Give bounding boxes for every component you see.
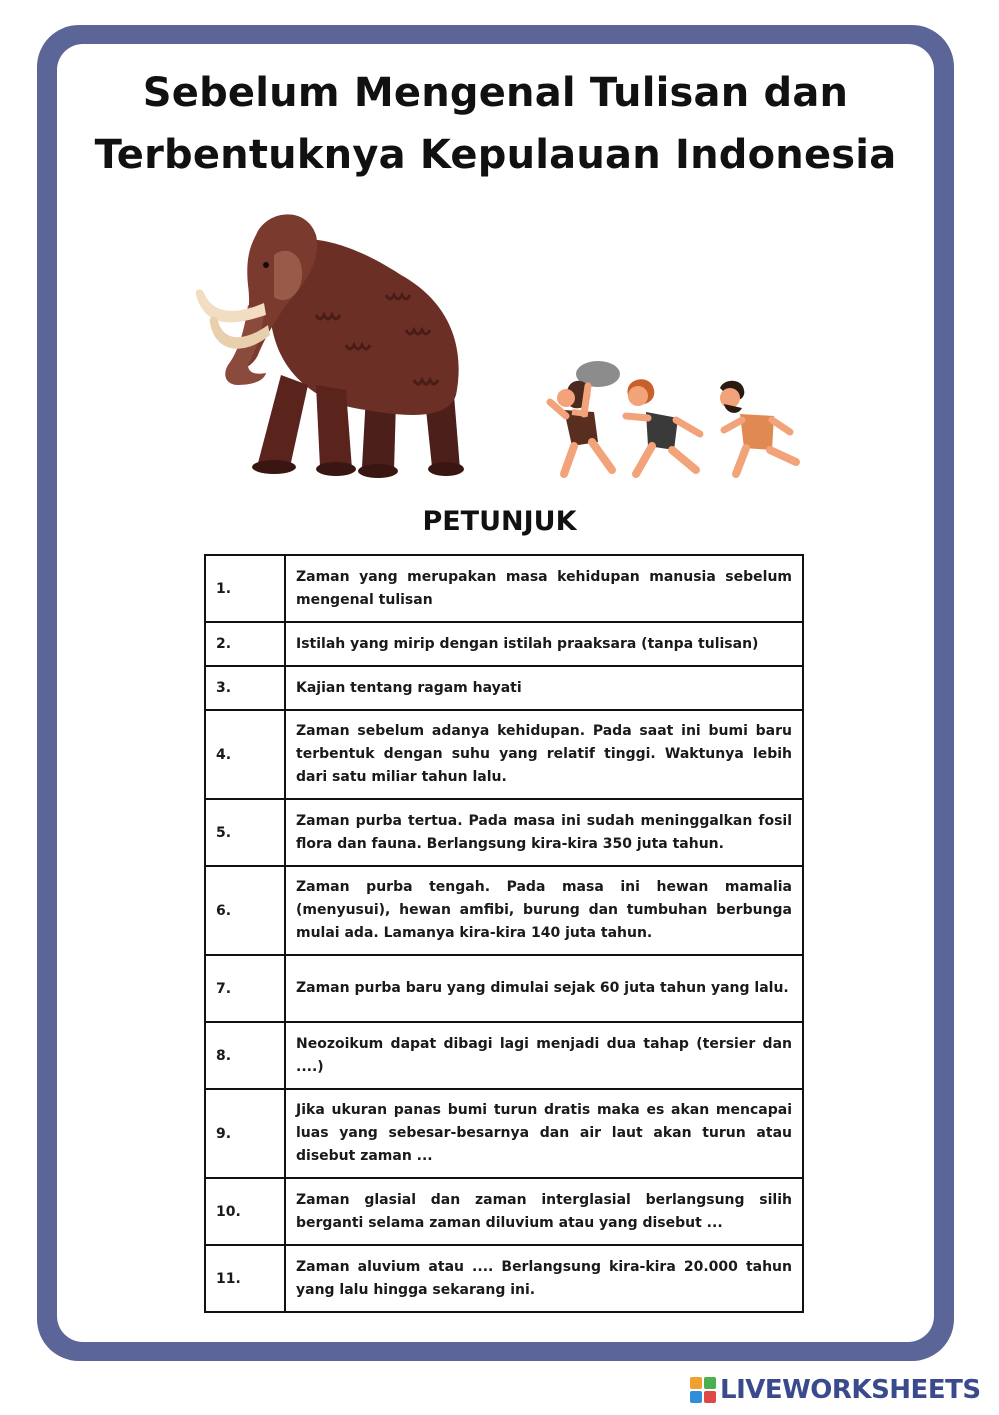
clue-number: 5. bbox=[205, 799, 285, 866]
clue-number: 4. bbox=[205, 710, 285, 799]
liveworksheets-logo-icon bbox=[690, 1377, 716, 1403]
clue-number: 11. bbox=[205, 1245, 285, 1312]
clue-row bbox=[205, 1022, 803, 1089]
clue-text: Zaman sebelum adanya kehidupan. Pada saat ini bumi baru terbentuk dengan suhu yang relatif tinggi. Waktunya lebih dari satu miliar tahun lalu. bbox=[285, 710, 803, 799]
clue-row bbox=[205, 1089, 803, 1178]
instructions-heading: PETUNJUK bbox=[422, 506, 577, 537]
clues-table bbox=[204, 554, 804, 1313]
clue-number: 7. bbox=[205, 955, 285, 1022]
clue-row bbox=[205, 666, 803, 710]
clue-text: Neozoikum dapat dibagi lagi menjadi dua tahap (tersier dan ....) bbox=[285, 1022, 803, 1089]
clue-row bbox=[205, 1245, 803, 1312]
clue-number: 9. bbox=[205, 1089, 285, 1178]
clue-row bbox=[205, 955, 803, 1022]
page-title bbox=[57, 62, 934, 186]
clue-row bbox=[205, 799, 803, 866]
clue-text: Zaman purba baru yang dimulai sejak 60 juta tahun yang lalu. bbox=[285, 955, 803, 1022]
clue-number: 1. bbox=[205, 555, 285, 622]
clue-row bbox=[205, 866, 803, 955]
clue-number: 6. bbox=[205, 866, 285, 955]
clue-text: Kajian tentang ragam hayati bbox=[285, 666, 803, 710]
clue-text: Istilah yang mirip dengan istilah praaksara (tanpa tulisan) bbox=[285, 622, 803, 666]
clue-number: 8. bbox=[205, 1022, 285, 1089]
clue-row bbox=[205, 1178, 803, 1245]
clue-number: 2. bbox=[205, 622, 285, 666]
cavemen-illustration bbox=[528, 358, 808, 480]
mammoth-illustration bbox=[186, 205, 471, 480]
title-line-2: Terbentuknya Kepulauan Indonesia bbox=[94, 132, 897, 178]
clue-text: Jika ukuran panas bumi turun dratis maka es akan mencapai luas yang sebesar-besarnya dan air laut akan turun atau disebut zaman ... bbox=[285, 1089, 803, 1178]
clue-text: Zaman yang merupakan masa kehidupan manusia sebelum mengenal tulisan bbox=[285, 555, 803, 622]
clue-number: 3. bbox=[205, 666, 285, 710]
clue-row bbox=[205, 622, 803, 666]
clue-number: 10. bbox=[205, 1178, 285, 1245]
clue-row bbox=[205, 710, 803, 799]
liveworksheets-logo[interactable] bbox=[690, 1373, 981, 1407]
clue-text: Zaman purba tertua. Pada masa ini sudah meninggalkan fosil flora dan fauna. Berlangsung kira-kira 350 juta tahun. bbox=[285, 799, 803, 866]
clue-text: Zaman aluvium atau .... Berlangsung kira-kira 20.000 tahun yang lalu hingga sekarang ini. bbox=[285, 1245, 803, 1312]
logo-text: LIVEWORKSHEETS bbox=[720, 1375, 981, 1405]
clue-row bbox=[205, 555, 803, 622]
title-line-1: Sebelum Mengenal Tulisan dan bbox=[142, 70, 849, 116]
clue-text: Zaman glasial dan zaman interglasial berlangsung silih berganti selama zaman diluvium atau yang disebut ... bbox=[285, 1178, 803, 1245]
clue-text: Zaman purba tengah. Pada masa ini hewan mamalia (menyusui), hewan amfibi, burung dan tumbuhan berbunga mulai ada. Lamanya kira-kira 140 juta tahun. bbox=[285, 866, 803, 955]
